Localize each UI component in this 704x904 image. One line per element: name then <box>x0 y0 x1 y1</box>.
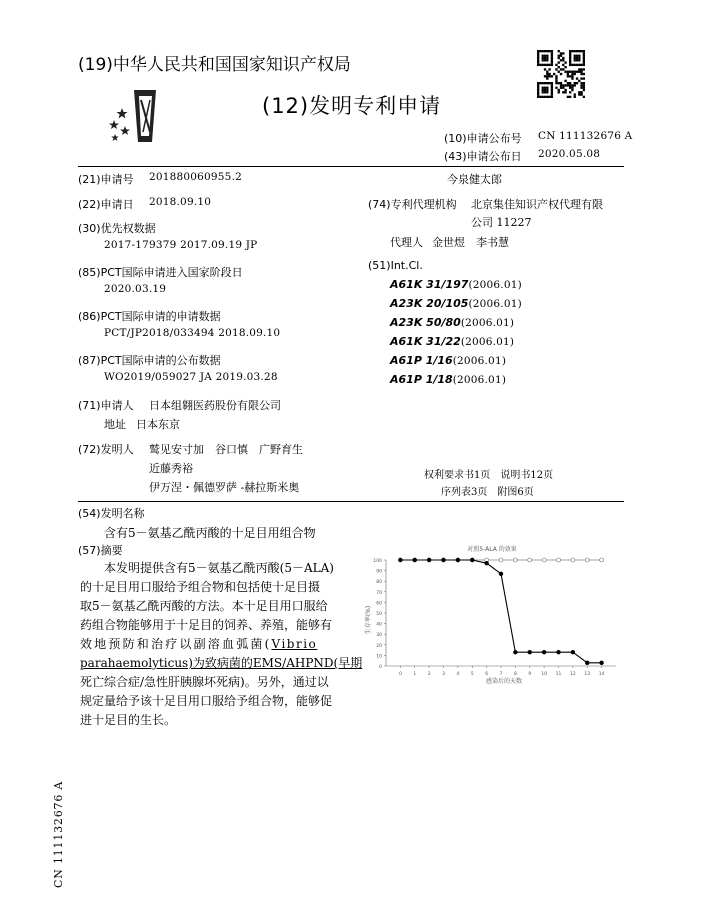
abstract-line <box>80 635 342 654</box>
pct-pub-label: (87)PCT国际申请的公布数据 <box>78 354 221 367</box>
side-publication-number: CN 111132676 A <box>52 780 65 888</box>
ipc-version: (2006.01) <box>468 279 522 291</box>
chart-title: 对照5-ALA 的效果 <box>467 546 517 553</box>
pct-app-data: PCT/JP2018/033494 2018.09.10 <box>104 327 281 339</box>
data-point-5ala <box>513 558 517 562</box>
data-point-control <box>499 572 503 576</box>
x-tick-label: 10 <box>541 672 547 677</box>
bib-rule <box>78 501 624 502</box>
inventor-label: (72)发明人 <box>78 443 134 456</box>
y-tick-label: 80 <box>376 580 382 586</box>
vibrio-term: Vibrio <box>271 637 318 651</box>
x-tick-label: 4 <box>456 672 460 677</box>
data-point-control <box>485 561 489 565</box>
ipc-row <box>390 316 514 329</box>
invention-title: 含有5－氨基乙酰丙酸的十足目用组合物 <box>104 526 316 540</box>
abstract-body <box>80 559 363 730</box>
data-point-control <box>585 661 589 665</box>
data-point-control <box>470 558 474 562</box>
ipc-row <box>390 354 506 367</box>
ipc-code: A23K 20/105 <box>390 297 469 310</box>
office-name: (19)中华人民共和国国家知识产权局 <box>78 55 351 75</box>
pub-no-label: (10)申请公布号 <box>444 132 522 145</box>
abstract-line: 本发明提供含有5－氨基乙酰丙酸(5－ALA) <box>104 561 334 575</box>
data-point-5ala <box>585 558 589 562</box>
y-tick-label: 0 <box>379 665 382 670</box>
ipc-version: (2006.01) <box>452 355 507 367</box>
data-point-control <box>442 558 446 562</box>
address: 日本东京 <box>136 418 180 431</box>
y-tick-label: 20 <box>376 643 382 649</box>
pub-date-label: (43)申请公布日 <box>444 150 522 163</box>
abstract-line: 的十足目用口服给予组合物和包括使十足目摄 <box>80 580 321 594</box>
abstract-line: 药组合物能够用于十足目的饲养、养殖，能够有 <box>80 618 333 632</box>
agency-line-2: 公司 11227 <box>471 216 532 229</box>
data-point-control <box>427 558 431 562</box>
app-date: 2018.09.10 <box>149 196 212 208</box>
data-point-control <box>513 650 517 654</box>
x-tick-label: 13 <box>584 672 591 677</box>
pct-entry-label: (85)PCT国际申请进入国家阶段日 <box>78 266 243 279</box>
data-point-control <box>571 650 575 654</box>
app-date-label: (22)申请日 <box>78 198 134 211</box>
app-no: 201880060955.2 <box>149 171 242 183</box>
abstract-line: 死亡综合症/急性肝胰腺坏死病)。另外，通过以 <box>80 675 329 689</box>
chart-ylabel: 生存率(%) <box>365 605 372 635</box>
pct-app-label: (86)PCT国际申请的申请数据 <box>78 310 221 323</box>
agent-label: 代理人 <box>390 236 423 249</box>
data-point-control <box>398 558 402 562</box>
cnipa-emblem-icon <box>108 86 178 146</box>
pub-date: 2020.05.08 <box>538 148 601 160</box>
document-type: (12)发明专利申请 <box>262 94 442 118</box>
priority-data: 2017-179379 2017.09.19 JP <box>104 239 258 251</box>
header-rule <box>78 166 624 167</box>
x-tick-label: 5 <box>470 672 474 677</box>
x-tick-label: 12 <box>570 672 576 677</box>
x-tick-label: 14 <box>598 672 605 677</box>
pct-entry-date: 2020.03.19 <box>104 283 167 295</box>
agents: 金世煜 李书慧 <box>432 236 509 249</box>
y-tick-label: 10 <box>376 654 382 660</box>
abstract-line-text: 效地预防和治疗以副溶血弧菌( <box>80 637 272 651</box>
title-label: (54)发明名称 <box>78 507 145 520</box>
data-point-control <box>413 558 417 562</box>
data-point-control <box>456 558 460 562</box>
y-tick-label: 40 <box>376 622 382 628</box>
agency-label: (74)专利代理机构 <box>368 198 457 211</box>
pct-pub-data: WO2019/059027 JA 2019.03.28 <box>104 371 278 383</box>
intcl-label: (51)Int.Cl. <box>368 259 423 272</box>
ipc-code: A61K 31/197 <box>390 278 469 291</box>
address-label: 地址 <box>104 418 126 431</box>
ipc-version: (2006.01) <box>452 374 507 386</box>
applicant-label: (71)申请人 <box>78 399 134 412</box>
ipc-version: (2006.01) <box>460 317 515 329</box>
ipc-code: A61K 31/22 <box>390 335 461 348</box>
page-counts-line-2: 序列表3页 附图6页 <box>441 487 534 498</box>
inventor-continued: 今泉健太郎 <box>447 173 502 186</box>
ipc-code: A23K 50/80 <box>390 316 461 329</box>
y-tick-label: 60 <box>376 601 382 607</box>
x-tick-label: 0 <box>398 672 402 677</box>
abstract-line: 进十足目的生长。 <box>80 713 177 727</box>
abstract-label: (57)摘要 <box>78 544 123 557</box>
inventors-line-2: 近藤秀裕 <box>149 462 193 475</box>
ipc-row <box>390 335 514 348</box>
ipc-version: (2006.01) <box>460 336 515 348</box>
x-tick-label: 3 <box>442 672 445 677</box>
x-tick-label: 8 <box>513 672 517 677</box>
y-tick-label: 100 <box>373 559 382 564</box>
abstract-line <box>80 654 363 673</box>
inventors-line-3: 伊万涅・佩德罗萨 -赫拉斯米奥 <box>149 481 300 494</box>
y-tick-label: 90 <box>376 569 382 575</box>
data-point-control <box>528 650 532 654</box>
ipc-code: A61P 1/16 <box>390 354 453 367</box>
agency-line-1: 北京集佳知识产权代理有限 <box>471 198 603 211</box>
chart-xlabel: 感染后的天数 <box>485 678 523 685</box>
pub-no: CN 111132676 A <box>538 130 633 142</box>
data-point-5ala <box>571 558 575 562</box>
data-point-5ala <box>542 558 546 562</box>
data-point-control <box>600 661 604 665</box>
applicant: 日本组翱医药股份有限公司 <box>149 399 281 412</box>
data-point-control <box>542 650 546 654</box>
page-counts-line-1: 权利要求书1页 说明书12页 <box>424 470 554 481</box>
survival-chart <box>358 538 626 690</box>
priority-label: (30)优先权数据 <box>78 222 156 235</box>
ipc-code: A61P 1/18 <box>390 373 453 386</box>
data-point-5ala <box>499 558 503 562</box>
data-point-5ala <box>528 558 532 562</box>
x-tick-label: 11 <box>555 672 562 677</box>
ipc-row <box>390 373 506 386</box>
app-no-label: (21)申请号 <box>78 173 134 186</box>
abstract-line: 规定量给予该十足目用口服给予组合物，能够促 <box>80 694 333 708</box>
ipc-row <box>390 297 522 310</box>
x-tick-label: 1 <box>413 672 417 677</box>
data-point-5ala <box>600 558 604 562</box>
ipc-row <box>390 278 522 291</box>
x-tick-label: 9 <box>528 672 532 677</box>
x-tick-label: 6 <box>485 672 489 677</box>
y-tick-label: 50 <box>376 612 382 617</box>
abstract-line-text: parahaemolyticus)为致病菌的EMS/AHPND(早期 <box>80 656 363 670</box>
y-tick-label: 70 <box>376 590 382 596</box>
data-point-control <box>557 650 561 654</box>
qr-code-icon <box>537 50 585 98</box>
ipc-version: (2006.01) <box>468 298 522 310</box>
x-tick-label: 2 <box>427 672 431 677</box>
abstract-line: 取5－氨基乙酰丙酸的方法。本十足目用口服给 <box>80 599 328 613</box>
data-point-5ala <box>557 558 561 562</box>
x-tick-label: 7 <box>499 672 503 677</box>
y-tick-label: 30 <box>376 633 382 639</box>
inventors-line-1: 鹫见安寸加 谷口慎 广野育生 <box>149 443 303 456</box>
